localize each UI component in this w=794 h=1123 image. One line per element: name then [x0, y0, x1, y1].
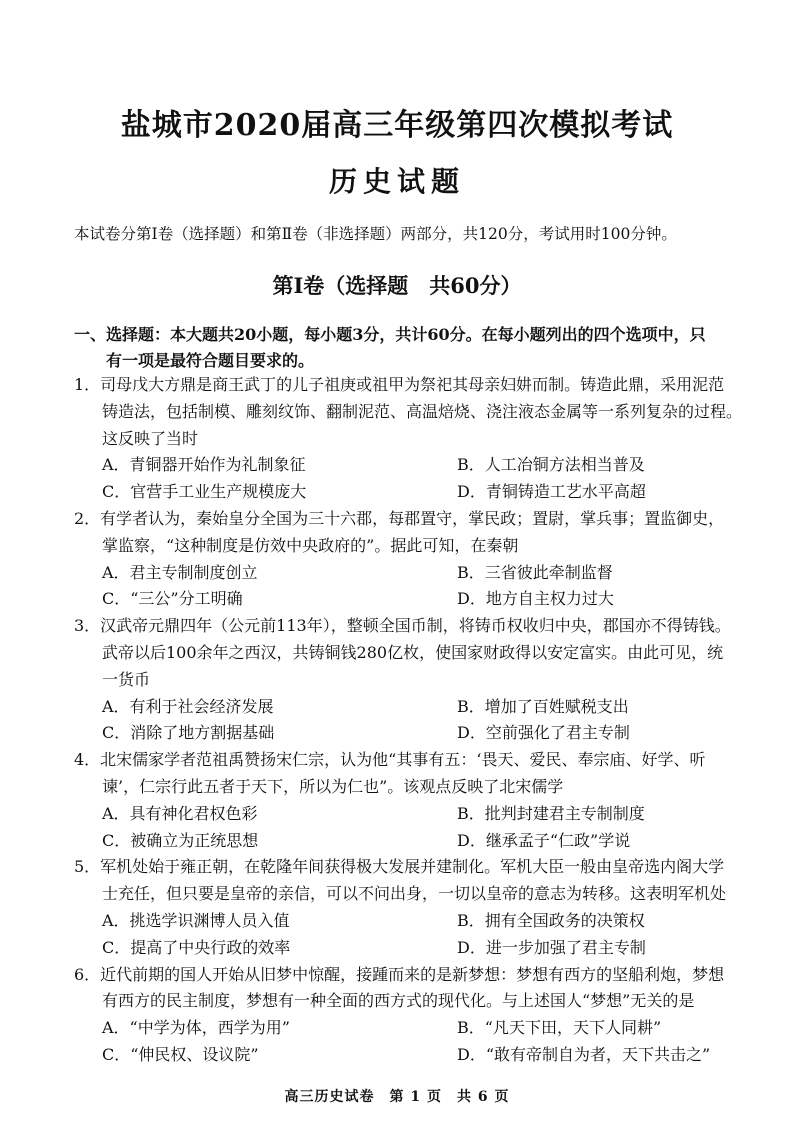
question-stem-line: 5．军机处始于雍正朝，在乾隆年间获得极大发展并建制化。军机大臣一般由皇帝选内阁大学: [74, 857, 725, 877]
question-stem-line: 6．近代前期的国人开始从旧梦中惊醒，接踵而来的是新梦想：梦想有西方的坚船利炮，梦想: [74, 964, 725, 984]
answer-option-a: A．君主专制制度创立: [102, 562, 258, 582]
answer-option-b: B．拥有全国政务的决策权: [457, 910, 645, 930]
answer-option-c: C．被确立为正统思想: [102, 830, 259, 850]
answer-option-d: D．继承孟子“仁政”学说: [457, 830, 631, 850]
question-stem-line: 掌监察，“这种制度是仿效中央政府的”。据此可知，在秦朝: [102, 535, 519, 555]
answer-option-a: A．挑选学识渊博人员入值: [102, 910, 290, 930]
answer-option-c: C．消除了地方割据基础: [102, 723, 275, 743]
question-list: [74, 372, 764, 1069]
question-stem-line: 2．有学者认为，秦始皇分全国为三十六郡，每郡置守，掌民政；置尉，掌兵事；置监御史，: [74, 508, 725, 528]
question-stem-line: 1．司母戊大方鼎是商王武丁的儿子祖庚或祖甲为祭祀其母亲妇妌而制。铸造此鼎，采用泥范: [74, 375, 725, 394]
answer-options: [74, 1015, 764, 1069]
instructions-line-1: 一、选择题：本大题共20小题，每小题3分，共计60分。在每小题列出的四个选项中，只: [74, 325, 706, 344]
question-stem-line: 铸造法，包括制模、雕刻纹饰、翻制泥范、高温焙烧、浇注液态金属等一系列复杂的过程。: [102, 401, 743, 421]
question-2: [74, 506, 764, 613]
answer-option-b: B．人工冶铜方法相当普及: [457, 455, 645, 475]
answer-option-a: A．“中学为体，西学为用”: [102, 1018, 290, 1038]
question-stem-line: 士充任，但只要是皇帝的亲信，可以不问出身，一切以皇帝的意志为转移。这表明军机处: [102, 884, 727, 904]
exam-title: 盐城市2020届高三年级第四次模拟考试: [120, 108, 674, 143]
answer-option-a: A．有利于社会经济发展: [102, 696, 274, 716]
question-stem-line: 3．汉武帝元鼎四年（公元前113年），整顿全国币制，将铸币权收归中央，郡国亦不得铸钱。: [74, 616, 731, 636]
answer-option-b: B．“凡天下田，天下人同耕”: [457, 1018, 662, 1038]
answer-option-c: C．“伸民权、设议院”: [102, 1044, 259, 1064]
section-title: 第Ⅰ卷（选择题 共60分）: [272, 273, 522, 298]
answer-options: [74, 908, 764, 962]
question-stem-line: 武帝以后100余年之西汉，共铸铜钱280亿枚，使国家财政得以安定富实。由此可见，统: [102, 642, 724, 662]
answer-option-a: A．青铜器开始作为礼制象征: [102, 455, 306, 475]
answer-options: [74, 560, 764, 614]
answer-option-b: B．三省彼此牵制监督: [457, 562, 613, 582]
answer-option-c: C．提高了中央行政的效率: [102, 937, 291, 957]
answer-option-d: D．空前强化了君主专制: [457, 723, 630, 743]
answer-option-c: C．官营手工业生产规模庞大: [102, 482, 307, 502]
answer-options: [74, 452, 764, 506]
question-stem-line: 这反映了当时: [102, 428, 199, 448]
question-stem-line: 一货币: [102, 669, 151, 689]
question-5: [74, 854, 764, 961]
exam-subtitle: 历史试题: [328, 165, 465, 198]
question-stem-line: 谏’，仁宗行此五者于天下，所以为仁也”。该观点反映了北宋儒学: [102, 776, 564, 796]
answer-options: [74, 801, 764, 855]
question-4: [74, 747, 764, 854]
answer-option-d: D．进一步加强了君主专制: [457, 937, 646, 957]
question-6: [74, 962, 764, 1069]
answer-option-c: C．“三公”分工明确: [102, 589, 243, 609]
answer-option-b: B．增加了百姓赋税支出: [457, 696, 629, 716]
instructions-line-2: 有一项是最符合题目要求的。: [106, 351, 315, 370]
answer-option-d: D．青铜铸造工艺水平高超: [457, 482, 646, 502]
section-instructions: [74, 322, 754, 374]
question-stem-line: 4．北宋儒家学者范祖禹赞扬宋仁宗，认为他“其事有五：‘畏天、爱民、奉宗庙、好学、听: [74, 750, 706, 770]
answer-option-d: D．地方自主权力过大: [457, 589, 614, 609]
question-stem-line: 有西方的民主制度，梦想有一种全面的西方式的现代化。与上述国人“梦想”无关的是: [102, 991, 695, 1011]
question-1: [74, 372, 764, 506]
exam-intro: 本试卷分第Ⅰ卷（选择题）和第Ⅱ卷（非选择题）两部分，共120分，考试用时100分钟。: [74, 225, 677, 243]
question-3: [74, 613, 764, 747]
page-footer: 高三历史试卷 第 1 页 共 6 页: [284, 1089, 510, 1105]
answer-options: [74, 694, 764, 748]
answer-option-b: B．批判封建君主专制制度: [457, 803, 645, 823]
answer-option-d: D．“敢有帝制自为者，天下共击之”: [457, 1044, 711, 1064]
answer-option-a: A．具有神化君权色彩: [102, 803, 258, 823]
